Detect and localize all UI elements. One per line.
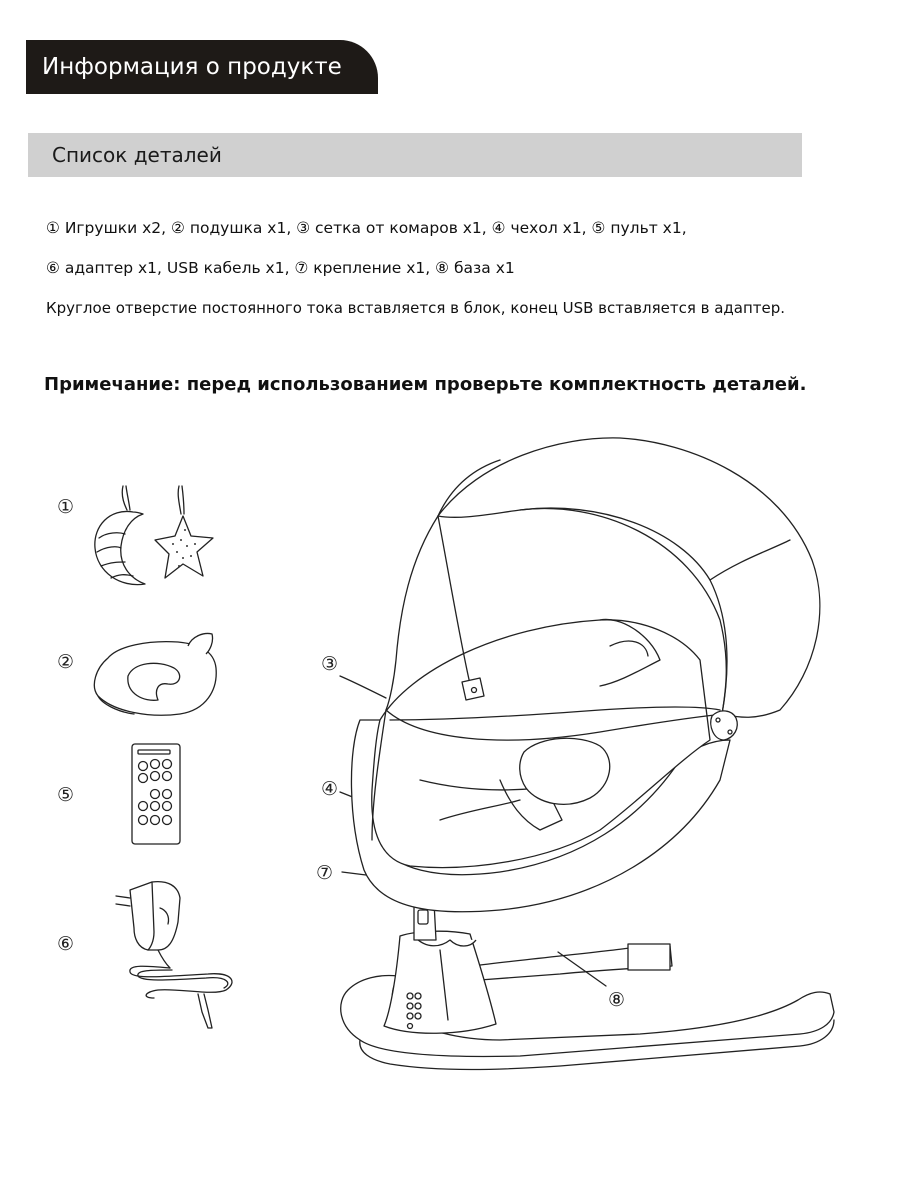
section-bar bbox=[28, 133, 802, 177]
note-text: Примечание: перед использованием проверьте комплектность деталей. bbox=[44, 374, 807, 395]
remote-illustration bbox=[124, 742, 184, 847]
callout-cover: ④ bbox=[321, 778, 339, 800]
moon-toy-icon bbox=[95, 486, 145, 585]
callout-pillow: ② bbox=[57, 651, 75, 673]
section-title: Список деталей bbox=[52, 143, 222, 167]
parts-line-3: Круглое отверстие постоянного тока вставляется в блок, конец USB вставляется в адаптер. bbox=[46, 299, 786, 317]
page-title: Информация о продукте bbox=[42, 54, 342, 80]
pillow-illustration bbox=[88, 628, 223, 723]
adapter-illustration bbox=[108, 872, 248, 1032]
callout-adapter: ⑥ bbox=[57, 933, 75, 955]
parts-line-2: ⑥ адаптер x1, USB кабель x1, ⑦ крепление x1, ⑧ база x1 bbox=[46, 259, 515, 277]
callout-base: ⑧ bbox=[608, 989, 626, 1011]
callout-remote: ⑤ bbox=[57, 784, 75, 806]
toys-illustration bbox=[85, 480, 225, 600]
header-tab bbox=[26, 40, 378, 94]
callout-toys: ① bbox=[57, 496, 75, 518]
star-toy-icon bbox=[155, 486, 213, 578]
bouncer-illustration bbox=[300, 420, 860, 1100]
callout-mount: ⑦ bbox=[316, 862, 334, 884]
parts-line-1: ① Игрушки x2, ② подушка x1, ③ сетка от комаров x1, ④ чехол x1, ⑤ пульт x1, bbox=[46, 219, 687, 237]
motor-housing bbox=[384, 902, 496, 1033]
callout-net: ③ bbox=[321, 653, 339, 675]
